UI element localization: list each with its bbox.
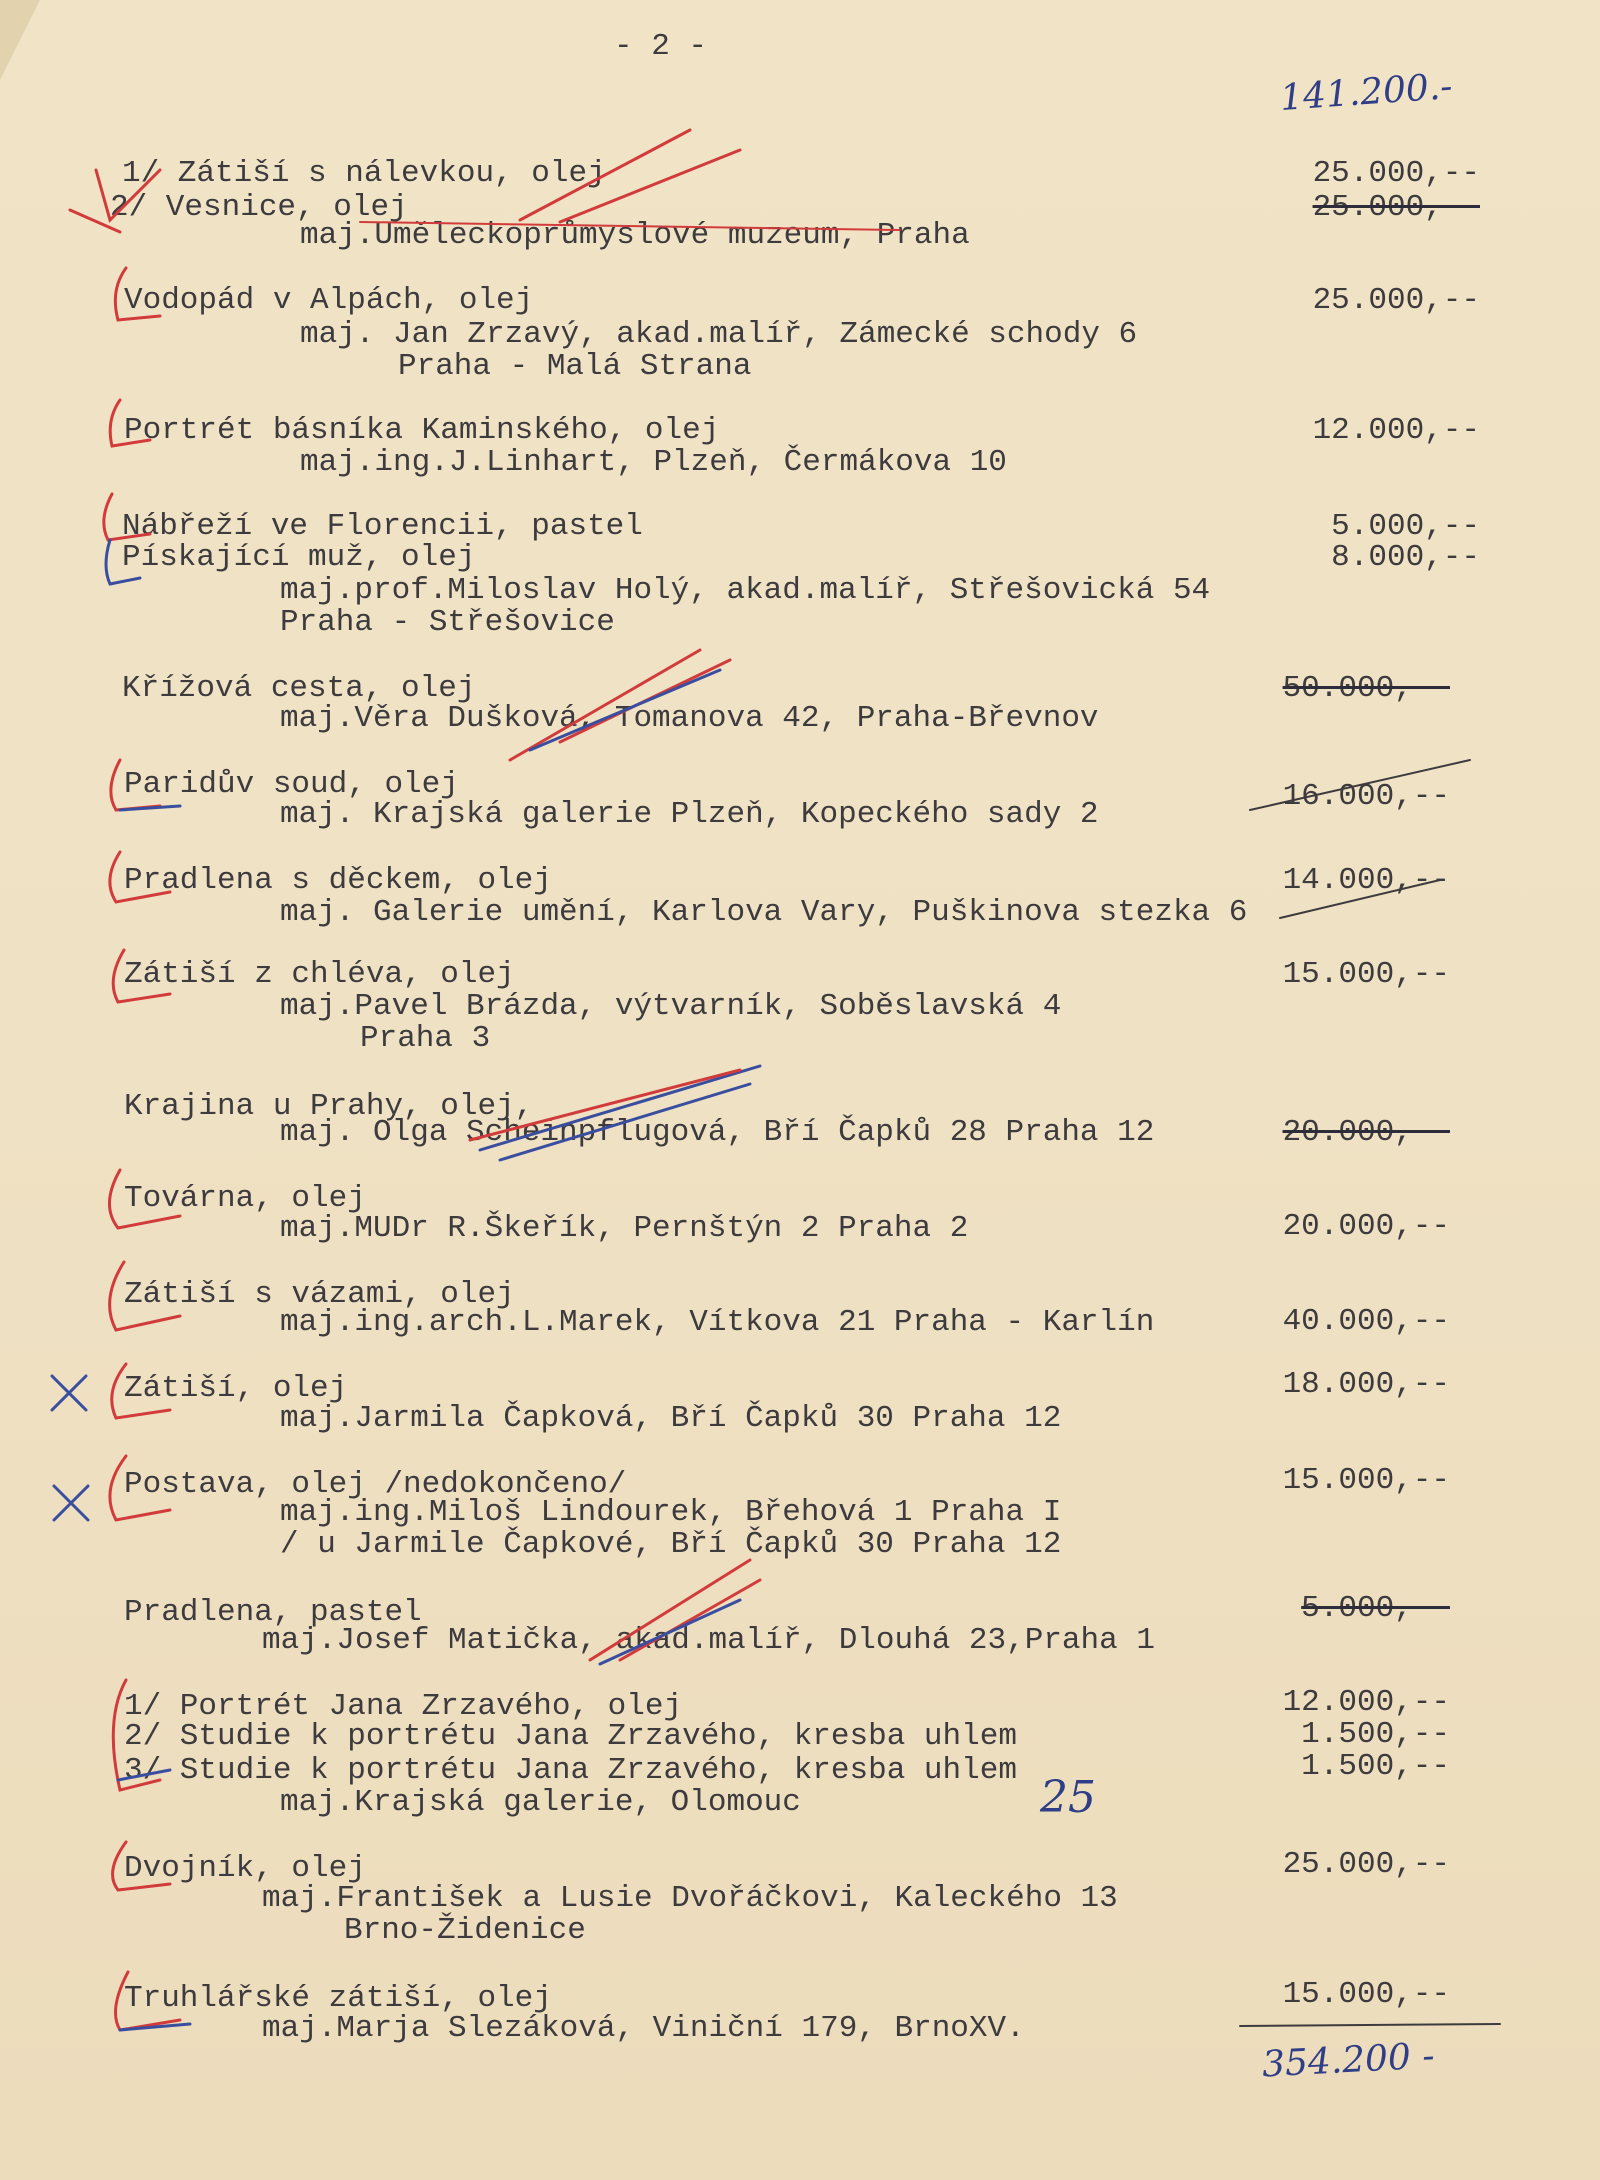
owner-line: maj.ing.J.Linhart, Plzeň, Čermákova 10 bbox=[300, 445, 1007, 480]
artwork-title: Nábřeží ve Florencii, pastel bbox=[122, 509, 643, 544]
artwork-amount: 25.000,-- bbox=[1312, 156, 1480, 191]
owner-line: maj.ing.Miloš Lindourek, Břehová 1 Praha I bbox=[280, 1495, 1062, 1530]
artwork-title: Krajina u Prahy, olej, bbox=[124, 1089, 534, 1124]
owner-line: maj.Krajská galerie, Olomouc bbox=[280, 1785, 801, 1820]
owner-line: maj.Josef Matička, akad.malíř, Dlouhá 23,Praha 1 bbox=[262, 1623, 1155, 1658]
owner-line: maj.Jarmila Čapková, Bří Čapků 30 Praha 12 bbox=[280, 1401, 1062, 1436]
artwork-title: Zátiší z chléva, olej bbox=[124, 957, 515, 992]
artwork-amount: 8.000,-- bbox=[1331, 540, 1480, 575]
artwork-title: Vodopád v Alpách, olej bbox=[124, 283, 534, 318]
artwork-amount: 15.000,-- bbox=[1282, 1463, 1450, 1498]
owner-line: maj.Uměleckoprůmyslové muzeum, Praha bbox=[300, 218, 970, 253]
artwork-amount: 14.000,-- bbox=[1282, 863, 1450, 898]
owner-line: maj. Galerie umění, Karlova Vary, Puškinova stezka 6 bbox=[280, 895, 1248, 930]
owner-line: maj. Olga Scheinpflugová, Bří Čapků 28 Praha 12 bbox=[280, 1115, 1155, 1150]
artwork-title: Továrna, olej bbox=[124, 1181, 366, 1216]
artwork-title: Paridův soud, olej bbox=[124, 767, 459, 802]
artwork-amount: 12.000,-- bbox=[1312, 413, 1480, 448]
artwork-title: Pradlena s děckem, olej bbox=[124, 863, 552, 898]
blue-underline bbox=[120, 806, 180, 810]
page-number: - 2 - bbox=[614, 29, 708, 64]
artwork-title: Postava, olej /nedokončeno/ bbox=[124, 1467, 627, 1502]
artwork-title: 2/ Vesnice, olej bbox=[110, 190, 408, 225]
artwork-amount: 16.000,-- bbox=[1282, 779, 1450, 814]
owner-line: maj.František a Lusie Dvořáčkovi, Kaleckého 13 bbox=[262, 1881, 1118, 1916]
artwork-title: Truhlářské zátiší, olej bbox=[124, 1981, 552, 2016]
artwork-title: Pradlena, pastel bbox=[124, 1595, 422, 1630]
artwork-amount: 18.000,-- bbox=[1282, 1367, 1450, 1402]
blue-underline bbox=[120, 2024, 190, 2030]
owner-line: maj. Jan Zrzavý, akad.malíř, Zámecké schody 6 bbox=[300, 317, 1138, 352]
artwork-amount: 1.500,-- bbox=[1301, 1749, 1450, 1784]
handwritten-note-25: 25 bbox=[1040, 1772, 1096, 1823]
owner-line: maj.MUDr R.Škeřík, Pernštýn 2 Praha 2 bbox=[280, 1211, 969, 1246]
artwork-amount: 40.000,-- bbox=[1282, 1304, 1450, 1339]
owner-line: maj.Marja Slezáková, Viniční 179, BrnoXV. bbox=[262, 2011, 1025, 2046]
artwork-title: 2/ Studie k portrétu Jana Zrzavého, kresba uhlem bbox=[124, 1719, 1017, 1754]
owner-line: maj.Pavel Brázda, výtvarník, Soběslavská 4 bbox=[280, 989, 1062, 1024]
artwork-amount-struck: 50.000,-- bbox=[1282, 671, 1450, 706]
artwork-amount: 15.000,-- bbox=[1282, 957, 1450, 992]
artwork-amount: 25.000,-- bbox=[1312, 283, 1480, 318]
owner-line: maj. Krajská galerie Plzeň, Kopeckého sady 2 bbox=[280, 797, 1099, 832]
owner-line: Praha - Malá Strana bbox=[398, 349, 752, 384]
owner-line: maj.Věra Dušková, Tomanova 42, Praha-Břevnov bbox=[280, 701, 1099, 736]
artwork-amount: 15.000,-- bbox=[1282, 1977, 1450, 2012]
page-corner-fold bbox=[0, 0, 40, 80]
artwork-amount-struck: 5.000,-- bbox=[1301, 1591, 1450, 1626]
owner-line: Praha - Střešovice bbox=[280, 605, 615, 640]
handwritten-subtotal: 141.200.- bbox=[1278, 66, 1454, 119]
artwork-title: Pískající muž, olej bbox=[122, 540, 476, 575]
blue-x-mark bbox=[52, 1376, 86, 1410]
artwork-title: Zátiší s vázami, olej bbox=[124, 1277, 515, 1312]
owner-line: maj.ing.arch.L.Marek, Vítkova 21 Praha - Karlín bbox=[280, 1305, 1155, 1340]
artwork-amount-struck: 25.000,-- bbox=[1312, 190, 1480, 225]
owner-line: Brno-Židenice bbox=[344, 1913, 586, 1948]
artwork-amount: 25.000,-- bbox=[1282, 1847, 1450, 1882]
artwork-title: 1/ Portrét Jana Zrzavého, olej bbox=[124, 1689, 683, 1724]
owner-line: / u Jarmile Čapkové, Bří Čapků 30 Praha 12 bbox=[280, 1527, 1062, 1562]
artwork-title: Zátiší, olej bbox=[124, 1371, 348, 1406]
handwritten-total: 354.200 - bbox=[1261, 2035, 1436, 2086]
artwork-title: 3/ Studie k portrétu Jana Zrzavého, kresba uhlem bbox=[124, 1753, 1017, 1788]
artwork-title: Křížová cesta, olej bbox=[122, 671, 476, 706]
artwork-title: 1/ Zátiší s nálevkou, olej bbox=[122, 156, 606, 191]
artwork-title: Dvojník, olej bbox=[124, 1851, 366, 1886]
blue-x-mark bbox=[54, 1486, 88, 1520]
artwork-amount: 12.000,-- bbox=[1282, 1685, 1450, 1720]
artwork-title: Portrét básníka Kaminského, olej bbox=[124, 413, 720, 448]
owner-line: Praha 3 bbox=[360, 1021, 491, 1056]
total-rule bbox=[1240, 2024, 1500, 2026]
artwork-amount: 1.500,-- bbox=[1301, 1717, 1450, 1752]
artwork-amount: 5.000,-- bbox=[1331, 509, 1480, 544]
artwork-amount-struck: 20.000,-- bbox=[1282, 1115, 1450, 1150]
owner-line: maj.prof.Miloslav Holý, akad.malíř, Střešovická 54 bbox=[280, 573, 1211, 608]
artwork-amount: 20.000,-- bbox=[1282, 1209, 1450, 1244]
